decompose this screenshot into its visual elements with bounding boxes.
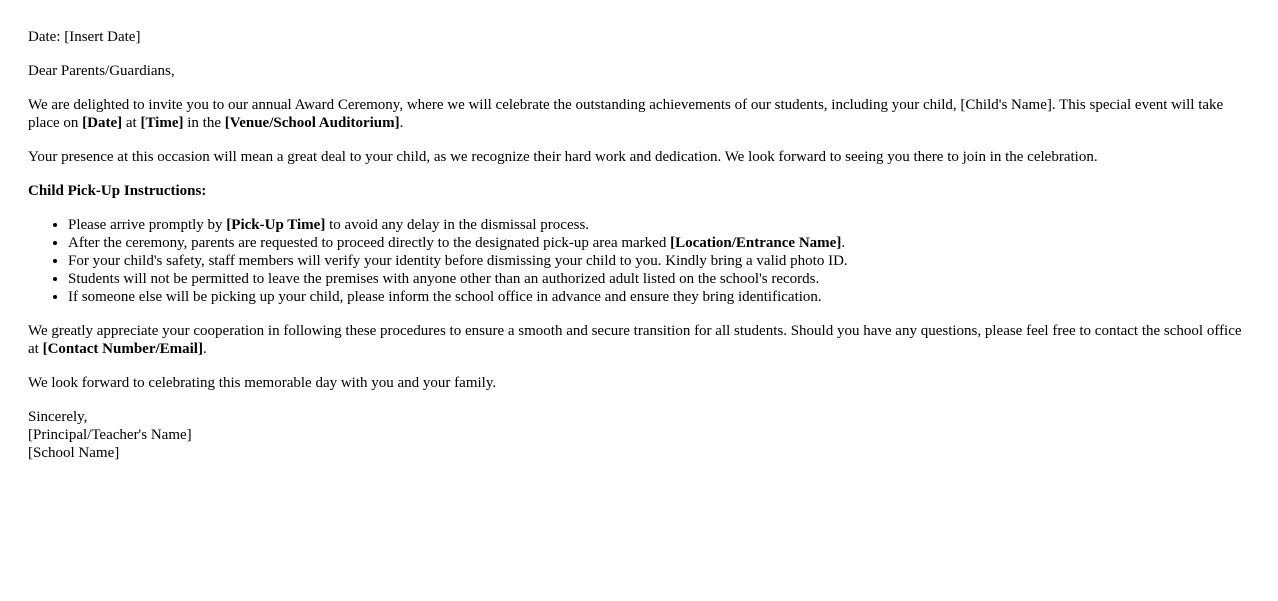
list-item: • If someone else will be picking up your child, please inform the school office in advance and ensure they bring identification.: [68, 288, 1250, 306]
list-item: • Students will not be permitted to leave the premises with anyone other than an authorized adult listed on the school's records.: [68, 270, 1250, 288]
pickup-location-placeholder: [Location/Entrance Name]: [670, 235, 842, 251]
salutation: Dear Parents/Guardians,: [28, 63, 175, 79]
intro-text-2: at: [122, 115, 141, 131]
list-item-text-2: .: [841, 235, 846, 251]
intro-text-1: We are delighted to invite you to our annual Award Ceremony, where we will celebrate the outstanding achievements of our students, including your child, [Child's Name]. This special event will take place on: [28, 97, 1224, 131]
list-item: • For your child's safety, staff members will verify your identity before dismissing your child to you. Kindly bring a valid photo ID.: [68, 252, 1250, 270]
list-item: [68, 234, 1250, 252]
intro-text-3: in the: [183, 115, 225, 131]
intro-text-4: .: [399, 115, 404, 131]
closing-block: [28, 408, 1250, 462]
look-forward-paragraph: We look forward to celebrating this memorable day with you and your family.: [28, 375, 497, 391]
list-item-text-1: After the ceremony, parents are requested to proceed directly to the designated pick-up area marked: [68, 235, 671, 251]
school-name-placeholder: [School Name]: [28, 445, 120, 461]
pickup-instructions-list: [28, 216, 1250, 306]
signer-name-placeholder: [Principal/Teacher's Name]: [28, 427, 192, 443]
date-line: Date: [Insert Date]: [28, 29, 141, 45]
list-item-text-1: Please arrive promptly by: [68, 217, 227, 233]
pickup-heading: Child Pick-Up Instructions:: [28, 183, 207, 199]
intro-paragraph: [28, 96, 1250, 132]
letter-body: [28, 28, 1250, 462]
cooperation-text-2: .: [202, 341, 207, 357]
cooperation-text-1: We greatly appreciate your cooperation in following these procedures to ensure a smooth and secure transition for all students. Should you have any questions, please feel free to contact the school office at: [28, 323, 1242, 357]
event-date-placeholder: [Date]: [82, 115, 123, 131]
cooperation-paragraph: [28, 322, 1250, 358]
sign-off: Sincerely,: [28, 409, 88, 425]
contact-placeholder: [Contact Number/Email]: [42, 341, 203, 357]
list-item-text-2: to avoid any delay in the dismissal process.: [325, 217, 590, 233]
list-item: [68, 216, 1250, 234]
pickup-time-placeholder: [Pick-Up Time]: [226, 217, 326, 233]
presence-paragraph: Your presence at this occasion will mean a great deal to your child, as we recognize their hard work and dedication. We look forward to seeing you there to join in the celebration.: [28, 149, 1098, 165]
event-time-placeholder: [Time]: [140, 115, 184, 131]
venue-placeholder: [Venue/School Auditorium]: [224, 115, 400, 131]
